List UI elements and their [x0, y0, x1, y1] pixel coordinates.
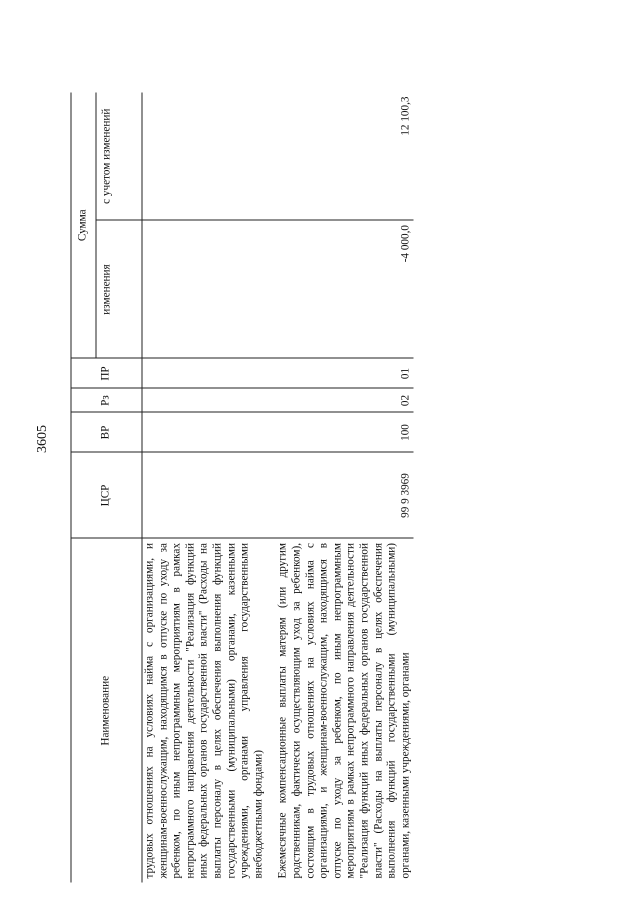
header-name: Наименование [71, 538, 142, 882]
table-row [266, 92, 413, 882]
table-row [142, 92, 267, 882]
row-total: 12 100,3 [266, 92, 413, 220]
row-total [142, 92, 267, 220]
table-header [71, 92, 142, 882]
row-csr: 99 9 3969 [266, 452, 413, 538]
header-change: изменения [96, 220, 142, 358]
row-pr: 01 [266, 358, 413, 388]
header-vr: ВР [71, 412, 142, 452]
row-vr [142, 412, 267, 452]
header-sum: Сумма [71, 92, 96, 358]
header-pr: ПР [71, 358, 142, 388]
row-vr: 100 [266, 412, 413, 452]
budget-table [70, 92, 413, 882]
header-with-changes: с учетом изменений [96, 92, 142, 220]
row-csr [142, 452, 267, 538]
row-change [142, 220, 267, 358]
row-rz [142, 388, 267, 412]
row-rz: 02 [266, 388, 413, 412]
row-pr [142, 358, 267, 388]
header-csr: ЦСР [71, 452, 142, 538]
header-rz: Рз [71, 388, 142, 412]
row-change: -4 000,0 [266, 220, 413, 358]
budget-table-sheet [70, 92, 585, 882]
row-name: трудовых отношениях на условиях найма с организациями, и женщинам-военнослужащим, находящимся в отпуске по уходу за ребенком, по иным непрограммным мероприятиям в рамках непрограммного направления деятельности "Реализация функций иных федеральных органов государственной власти" (Расходы на выплаты персоналу в целях обеспечения выполнения функций государственными (муниципальными) органами, казенными учреждениями, органами управления государственными внебюджетными фондами) [143, 542, 264, 878]
page-number: 3605 [35, 425, 50, 453]
row-name: Ежемесячные компенсационные выплаты матерям (или другим родственникам, фактически осуществляющим уход за ребенком), состоящим в трудовых отношениях на условиях найма с организациями, и женщинам-военнослужащим, находящимся в отпуске по уходу за ребенком, по иным непрограммным мероприятиям в рамках непрограммного направления деятельности "Реализация функций иных федеральных органов государственной власти" (Расходы на выплаты персоналу в целях обеспечения выполнения функций государственными (муниципальными) органами, казенными учреждениями, органами [276, 542, 411, 878]
